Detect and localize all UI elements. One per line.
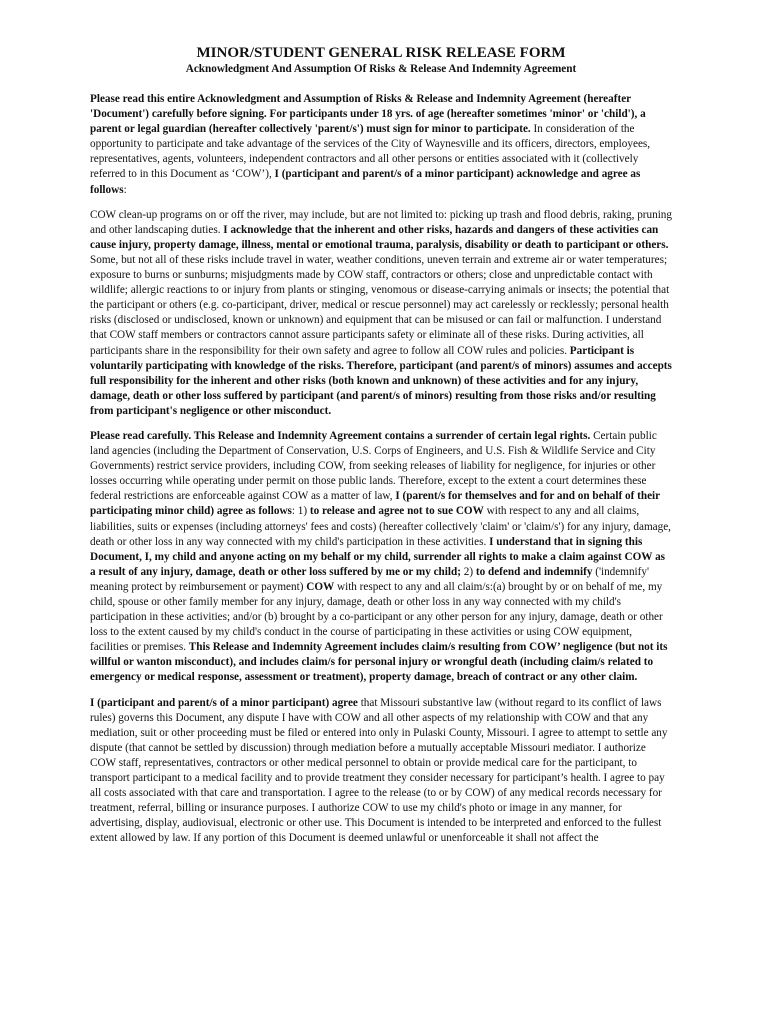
text-run: Some, but not all of these risks include travel in water, weather conditions, uneven terrain and extreme air or water temperatures; exposure to burns or sunburns; misjudgments made by COW staff, contractors or others; close and unpredictable contact with wildlife; allergic reactions to or injury from plants or stinging, venomous or disease-carrying animals or insects; the potential that the participant or others (e.g. co-participant, driver, medical or rescue personnel) may act carelessly or recklessly; personal health risks (disclosed or undisclosed, known or unknown) and equipment that can be misused or can fail or malfunction. I understand that COW staff members or contractors cannot assure participants safety or eliminate all of these risks. During activities, all participants share in the responsibility for their own safety and agree to follow all COW rules and policies.	[90, 253, 670, 357]
bold-text-run: Please read carefully. This Release and Indemnity Agreement contains a surrender of certain legal rights.	[90, 429, 591, 442]
document-body	[90, 92, 672, 847]
text-run: with respect to any and all claim/s:(a) brought by or on behalf of me, my child, spouse or other family member for any injury, damage, death or other loss in any way connected with my child's participation in these activities; and/or (b) brought by a co-participant or any other person for any injury, damage, death or other loss to the extent caused by my child's conduct in the course of participating in these activities or using COW equipment, facilities or premises.	[90, 580, 663, 654]
bold-text-run: to defend and indemnify	[475, 565, 593, 578]
bold-text-run: Participant is voluntarily participating with knowledge of the risks. Therefore, participant (and parent/s of minors) assumes and accepts full responsibility for the inherent and other risks (both known and unknown) of these activities and for any injury, damage, death or other loss suffered by participant (and parent/s of minors) resulting from those risks and/or resulting from participant's negligence or other misconduct.	[90, 344, 672, 417]
paragraph-1	[90, 92, 672, 198]
text-run: In consideration of the opportunity to participate and take advantage of the services of the City of Waynesville and its officers, directors, employees, representatives, agents, volunteers, independent contractors and all other persons or entities associated with it (collectively referred to in this Document as ‘COW’),	[90, 123, 651, 181]
paragraph-3	[90, 429, 672, 686]
bold-text-run: I (parent/s for themselves and for and on behalf of their participating minor child) agree as follows	[90, 490, 660, 518]
bold-text-run: I (participant and parent/s of a minor participant) agree	[90, 696, 358, 709]
text-run: COW clean-up programs on or off the river, may include, but are not limited to: picking up trash and flood debris, raking, pruning and other landscaping duties.	[90, 208, 672, 236]
text-run: 2)	[460, 565, 476, 578]
bold-text-run: I acknowledge that the inherent and other risks, hazards and dangers of these activities can cause injury, property damage, illness, mental or emotional trauma, paralysis, disability or death to participant or others.	[90, 223, 669, 251]
bold-text-run: COW	[306, 580, 335, 593]
paragraph-4	[90, 696, 672, 847]
text-run: Certain public land agencies (including the Department of Conservation, U.S. Corps of Engineers, and U.S. Fish & Wildlife Service and City Governments) restrict service providers, including COW, from seeking releases of liability for negligence, for injuries or other losses occurring while operating under permit on those public lands. Therefore, except to the extent a court determines these federal restrictions are enforceable against COW as a matter of law,	[90, 429, 657, 503]
text-run: ('indemnify' meaning protect by reimbursement or payment)	[90, 565, 649, 593]
text-run: with respect to any and all claims, liabilities, suits or expenses (including attorneys' fees and costs) (hereafter collectively 'claim' or 'claim/s') for any injury, damage, death or other loss in any way connected with my child's participation in these activities.	[90, 505, 671, 548]
bold-text-run: I understand that in signing this Document, I, my child and anyone acting on my behalf or my child, surrender all rights to make a claim against COW as a result of any injury, damage, death or other loss suffered by me or my child;	[90, 535, 666, 578]
paragraph-2	[90, 208, 672, 419]
document-subtitle: Acknowledgment And Assumption Of Risks & Release And Indemnity Agreement	[185, 63, 577, 75]
document-title: MINOR/STUDENT GENERAL RISK RELEASE FORM	[196, 45, 566, 61]
text-run: :	[123, 183, 127, 196]
bold-text-run: This Release and Indemnity Agreement includes claim/s resulting from COW’ negligence (but not its willful or wanton misconduct), and includes claim/s for personal injury or wrongful death (including claim/s related to emergency or medical response, assessment or treatment), property damage, breach of contract or any other claim.	[90, 641, 668, 684]
text-run: : 1)	[291, 505, 310, 518]
bold-text-run: to release and agree not to sue COW	[309, 505, 484, 518]
text-run: that Missouri substantive law (without regard to its conflict of laws rules) governs this Document, any dispute I have with COW and all other aspects of my relationship with COW and that any mediation, suit or other proceeding must be filed or entered into only in Pulaski County, Missouri. I agree to attempt to settle any dispute (that cannot be settled by discussion) through mediation before a mutually acceptable Missouri mediator. I authorize COW staff, representatives, contractors or other medical personnel to obtain or provide medical care for the participant, to transport participant to a medical facility and to provide treatment they consider necessary for participant’s health. I agree to pay all costs associated with that care and transportation. I agree to the release (to or by COW) of any medical records necessary for treatment, referral, billing or insurance purposes. I authorize COW to use my child's photo or image in any manner, for advertising, display, audiovisual, electronic or other use. This Document is intended to be interpreted and enforced to the fullest extent allowed by law. If any portion of this Document is deemed unlawful or unenforceable it shall not affect the	[90, 696, 668, 845]
bold-text-run: Please read this entire Acknowledgment and Assumption of Risks & Release and Indemnity Agreement (hereafter 'Document') carefully before signing. For participants under 18 yrs. of age (hereafter sometimes 'minor' or 'child'), a parent or legal guardian (hereafter collectively 'parent/s') must sign for minor to participate.	[90, 93, 646, 136]
bold-text-run: I (participant and parent/s of a minor participant) acknowledge and agree as follows	[90, 168, 641, 196]
